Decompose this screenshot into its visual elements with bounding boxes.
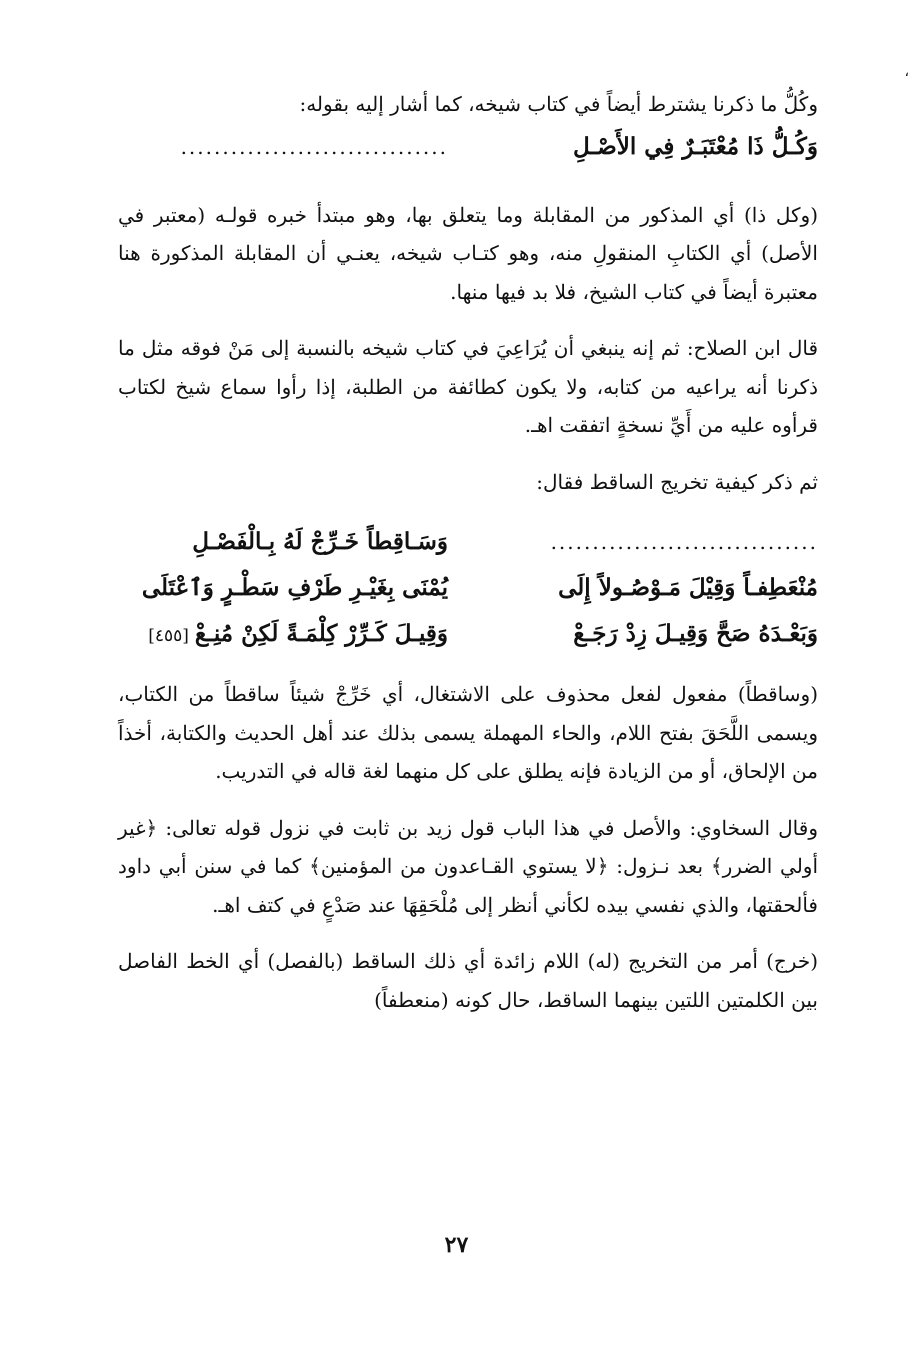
page-body [118, 85, 818, 1019]
paragraph-commentary-3: (خرج) أمر من التخريج (له) اللام زائدة أي ذلك الساقط (بالفصل) أي الخط الفاصل بين الكلمتين اللتين بينهما الساقط، حال كونه (منعطفاً) [118, 949, 818, 1012]
verse-2-first-hemistich: ................................ [550, 530, 818, 554]
paragraph-commentary-1: (وكل ذا) أي المذكور من المقابلة وما يتعلق بها، وهو مبتدأ خبره قولـه (معتبر في الأصل) أي الكتابِ المنقولِ منه، وهو كتـاب شيخه، يعنـي أن المقابلة المذكورة هنا معتبرة أيضاً في كتاب الشيخ، فلا بد فيها منها. [118, 202, 818, 304]
verse-2 [118, 519, 818, 565]
verse-4 [118, 611, 818, 657]
verse-1-first-hemistich: وَكُـلُّ ذَا مُعْتَبَـرٌ فِي الأَصْـلِ [573, 132, 818, 160]
verse-number: [٤٥٥] [148, 626, 189, 646]
page-number: ٢٧ [444, 1232, 469, 1258]
verse-4-second-hemistich [118, 611, 448, 659]
verse-3-second-hemistich: يُمْنَى بِغَيْـرِ طَرْفِ سَطْـرٍ وَٱعْتَلَى [141, 574, 448, 601]
verse-1 [118, 124, 818, 170]
intro-line: وكُلُّ ما ذكرنا يشترط أيضاً في كتاب شيخه، كما أشار إليه بقوله: [299, 92, 818, 116]
transition-line: ثم ذكر كيفية تخريج الساقط فقال: [536, 469, 818, 494]
paragraph-sakhawi-quote: وقال السخاوي: والأصل في هذا الباب قول زيد بن ثابت في نزول قوله تعالى: ﴿غير أولي الضرر﴾ بعد نـزول: ﴿لا يستوي القـاعدون من المؤمنين﴾ كما في سنن أبي داود فألحقتها، والذي نفسي بيده لكأني أنظر إلى مُلْحَقِهَا عند صَدْعٍ في كتف اهـ. [118, 815, 818, 917]
verse-3-first-hemistich: مُنْعَطِفـاً وَقِيْلَ مَـوْصُـولاً إِلَى [558, 574, 818, 601]
verse-3 [118, 565, 818, 611]
paragraph-commentary-2: (وساقطاً) مفعول لفعل محذوف على الاشتغال، أي خَرِّجْ شيئاً ساقطاً من الكتاب، ويسمى اللَّحَقَ بفتح اللام، والحاء المهملة يسمى بذلك عند أهل الحديث والكتابة، أخذاً من الإلحاق، أو من الزيادة فإنه يطلق على كل منهما لغة قاله في التدريب. [118, 682, 818, 783]
verse-4-first-hemistich: وَبَعْـدَهُ صَحَّ وَقِيـلَ زِدْ رَجَـعْ [573, 620, 818, 647]
paragraph-ibn-salah-quote: قال ابن الصلاح: ثم إنه ينبغي أن يُرَاعِيَ في كتاب شيخه بالنسبة إلى مَنْ فوقه مثل ما ذكرنا أنه يراعيه من كتابه، ولا يكون كطائفة من الطلبة، إذا رأوا سماع شيخ لكتاب قرأوه عليه من أَيِّ نسخةٍ اتفقت اهـ. [118, 336, 818, 437]
verse-2-second-hemistich: وَسَـاقِطاً خَـرِّجْ لَهُ بِـالْفَصْـلِ [192, 528, 448, 555]
verse-4-second-text: وَقِيـلَ كَـرِّرْ كِلْمَـةً لَكِنْ مُنِـعْ [194, 620, 448, 647]
edge-mark: ، [904, 64, 909, 80]
verse-1-second-hemistich: ................................ [180, 134, 448, 159]
